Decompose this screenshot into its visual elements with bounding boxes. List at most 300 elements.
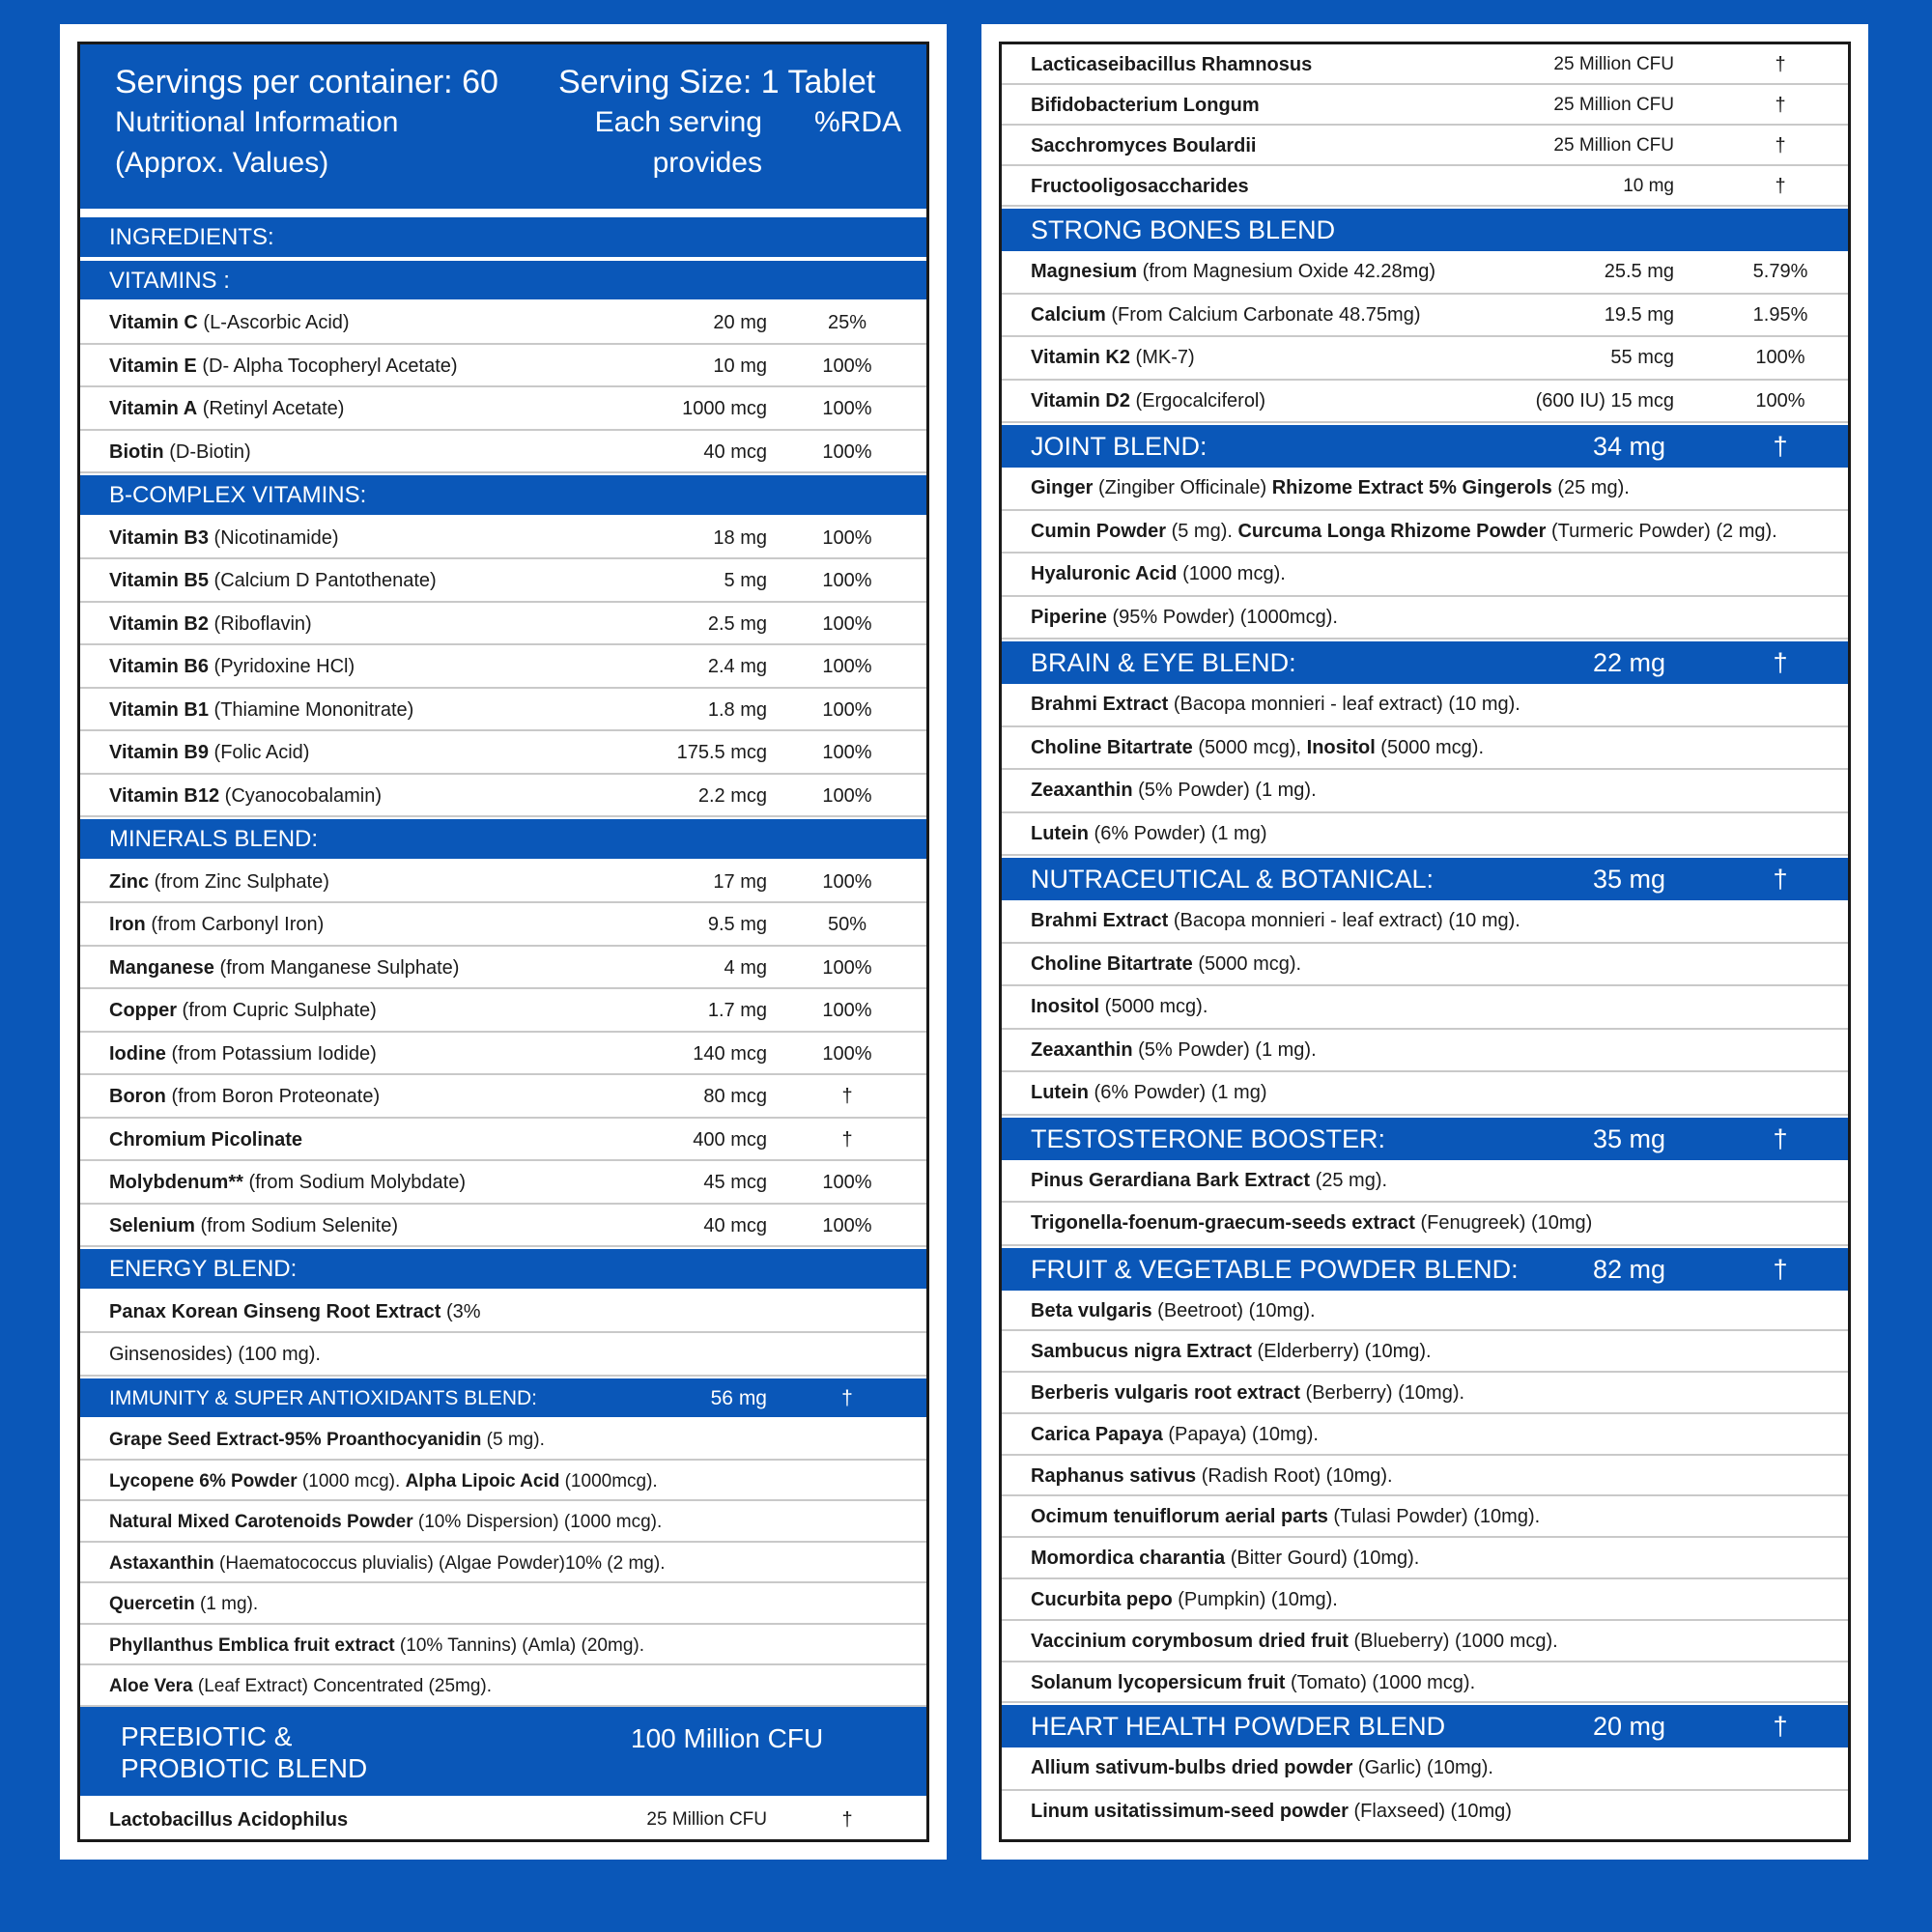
row-amount: 20 mg <box>713 312 767 333</box>
row-amount: 1000 mcg <box>682 398 767 419</box>
table-row <box>1002 126 1848 166</box>
row-text <box>1031 1331 1432 1372</box>
table-row <box>80 1665 926 1707</box>
row-name-bold: Biotin <box>109 440 164 463</box>
row-name <box>109 431 251 473</box>
table-row <box>80 1799 926 1842</box>
right-table <box>999 42 1851 1842</box>
row-name-detail: (from Boron Proteonate) <box>165 1086 381 1107</box>
row-name-bold: Vitamin B6 <box>109 656 209 677</box>
table-row <box>1002 727 1848 771</box>
row-name <box>109 903 324 946</box>
row-name <box>109 731 309 774</box>
section-title: FRUIT & VEGETABLE POWDER BLEND: <box>1031 1254 1519 1284</box>
row-name-bold: Lutein <box>1031 822 1089 844</box>
section-amount: 22 mg <box>1593 648 1666 677</box>
row-rda: 1.95% <box>1752 303 1808 326</box>
row-name-detail: (MK-7) <box>1130 347 1195 368</box>
row-name-detail: (5000 mcg). <box>1192 952 1302 975</box>
row-name-detail: (1 mg). <box>194 1594 259 1614</box>
row-name-bold: Choline Bitartrate <box>1031 952 1193 975</box>
section-heart-health <box>1002 1703 1848 1747</box>
row-name-bold: Selenium <box>109 1214 195 1236</box>
row-name-detail: (5% Powder) (1 mg). <box>1132 1038 1317 1061</box>
row-amount: 1.8 mg <box>707 698 767 721</box>
table-row <box>1002 986 1848 1030</box>
row-name-bold: Aloe Vera <box>109 1676 193 1696</box>
row-rda: 5.79% <box>1752 261 1808 282</box>
row-text <box>1031 1030 1317 1070</box>
row-name-bold: Molybdenum** <box>109 1172 243 1193</box>
row-name <box>1031 85 1260 126</box>
row-rda: † <box>1775 54 1786 75</box>
row-rda: 50% <box>827 914 867 935</box>
table-row <box>1002 85 1848 126</box>
row-amount: 55 mcg <box>1610 347 1674 368</box>
row-rda: 100% <box>822 1000 872 1021</box>
table-row <box>1002 511 1848 554</box>
row-rda: 100% <box>1755 389 1805 412</box>
row-name-detail: (from Cupric Sulphate) <box>177 1000 377 1021</box>
row-name-bold: Trigonella-foenum-graecum-seeds extract <box>1031 1212 1415 1234</box>
table-row <box>80 1461 926 1502</box>
row-name-bold: Manganese <box>109 956 214 979</box>
table-row <box>1002 944 1848 987</box>
row-name-detail: (D- Alpha Tocopheryl Acetate) <box>196 355 458 377</box>
section-title: B-COMPLEX VITAMINS: <box>109 482 367 508</box>
servings-label: Servings per container: 60 <box>115 64 498 100</box>
row-name-bold: Natural Mixed Carotenoids Powder <box>109 1512 413 1532</box>
row-text <box>1031 1072 1267 1113</box>
row-name-bold: Vitamin B12 <box>109 784 220 807</box>
table-row <box>1002 1030 1848 1073</box>
row-name <box>109 775 382 817</box>
row-name-bold: Vaccinium corymbosum dried fruit <box>1031 1630 1349 1652</box>
row-amount: 2.5 mg <box>707 612 767 635</box>
table-row <box>80 947 926 990</box>
row-name-detail: (25 mg). <box>1310 1169 1388 1191</box>
table-row <box>80 1161 926 1205</box>
section-testosterone <box>1002 1116 1848 1160</box>
table-row <box>80 1583 926 1625</box>
table-row <box>80 431 926 474</box>
row-name <box>109 517 338 559</box>
row-name <box>109 689 413 731</box>
row-text <box>1031 554 1286 594</box>
row-rda: 100% <box>822 698 872 721</box>
row-name-detail: (D-Biotin) <box>163 440 251 463</box>
row-name <box>109 559 437 602</box>
row-name-detail: (from Manganese Sulphate) <box>213 956 460 979</box>
row-name-bold: Lutein <box>1031 1082 1089 1103</box>
row-name <box>1031 381 1265 421</box>
row-name-bold: Vitamin E <box>109 355 197 377</box>
row-amount: 45 mcg <box>703 1172 767 1193</box>
row-name-bold: Cumin Powder <box>1031 520 1167 542</box>
row-text <box>109 1543 665 1585</box>
table-row <box>1002 1621 1848 1662</box>
row-name-detail: (Flaxseed) (10mg) <box>1348 1800 1512 1822</box>
row-name-detail: (10% Tannins) (Amla) (20mg). <box>394 1634 644 1656</box>
row-name <box>109 345 458 387</box>
row-amount: (600 IU) 15 mcg <box>1535 389 1674 412</box>
section-title: NUTRACEUTICAL & BOTANICAL: <box>1031 865 1435 894</box>
row-name-detail: (1000mcg). <box>559 1470 658 1492</box>
section-title: STRONG BONES BLEND <box>1031 215 1336 244</box>
row-name-detail: (Elderberry) (10mg). <box>1251 1341 1432 1363</box>
row-name-detail: (Thiamine Mononitrate) <box>209 698 414 721</box>
row-rda: 100% <box>822 570 872 591</box>
section-joint <box>1002 423 1848 468</box>
row-name-bold: Piperine <box>1031 606 1107 628</box>
row-rda: † <box>841 1808 853 1831</box>
row-name-detail: (Ergocalciferol) <box>1130 389 1266 412</box>
row-name-bold: Vitamin C <box>109 312 198 333</box>
row-amount: 9.5 mg <box>707 914 767 935</box>
row-name-detail: (5000 mcg). <box>1375 736 1485 758</box>
row-text <box>109 1419 545 1462</box>
table-row <box>80 645 926 689</box>
row-name-bold: Inositol <box>1031 996 1100 1017</box>
row-rda: 100% <box>822 956 872 979</box>
row-text <box>1031 986 1208 1027</box>
table-row <box>80 517 926 560</box>
row-rda: † <box>1775 135 1786 156</box>
table-row <box>1002 1538 1848 1579</box>
section-nutraceutical <box>1002 856 1848 900</box>
row-text <box>109 1625 644 1667</box>
row-name-detail: (from Carbonyl Iron) <box>145 914 325 935</box>
row-name-bold: Lycopene 6% Powder <box>109 1470 298 1492</box>
row-name-bold: Phyllanthus Emblica fruit extract <box>109 1634 395 1656</box>
row-name-detail: (6% Powder) (1 mg) <box>1089 1082 1267 1103</box>
table-row <box>1002 554 1848 597</box>
section-amount: 20 mg <box>1593 1712 1666 1742</box>
row-name-bold: Raphanus sativus <box>1031 1464 1197 1487</box>
section-title: BRAIN & EYE BLEND: <box>1031 648 1296 677</box>
row-text <box>1031 727 1484 768</box>
row-name-bold: Hyaluronic Acid <box>1031 563 1178 584</box>
approx-values-label: (Approx. Values) <box>115 147 329 179</box>
row-name <box>1031 126 1256 166</box>
table-row <box>1002 900 1848 944</box>
row-name <box>1031 251 1435 292</box>
row-name-bold: Cucurbita pepo <box>1031 1589 1173 1611</box>
table-row <box>1002 1331 1848 1373</box>
row-name <box>1031 44 1312 85</box>
row-text <box>1031 684 1520 724</box>
row-text <box>1031 1662 1475 1703</box>
row-name <box>109 301 350 344</box>
row-text <box>1031 1203 1592 1243</box>
row-name <box>109 1161 466 1204</box>
table-row <box>80 1333 926 1377</box>
row-text <box>1031 1291 1316 1331</box>
row-name <box>109 1033 377 1075</box>
row-name-detail: (Bacopa monnieri - leaf extract) (10 mg). <box>1168 694 1520 715</box>
row-name-detail: (Zingiber Officinale) <box>1093 477 1272 498</box>
row-name-bold: Alpha Lipoic Acid <box>405 1470 560 1492</box>
table-row <box>80 903 926 947</box>
section-amount: 82 mg <box>1593 1254 1666 1284</box>
table-row <box>80 1119 926 1162</box>
row-name-bold: Calcium <box>1031 303 1106 326</box>
row-name-bold: Carica Papaya <box>1031 1423 1163 1445</box>
row-text <box>1031 944 1301 984</box>
row-name-bold: Bifidobacterium Longum <box>1031 95 1260 116</box>
row-name: Ginsenosides) (100 mg). <box>109 1344 321 1365</box>
row-name-bold: Chromium Picolinate <box>109 1128 303 1151</box>
row-name-bold: Copper <box>109 1000 177 1021</box>
table-row <box>1002 1579 1848 1621</box>
row-name-bold: Vitamin D2 <box>1031 389 1130 412</box>
row-name-bold: Vitamin K2 <box>1031 347 1130 368</box>
row-name-detail: (from Sodium Selenite) <box>194 1214 398 1236</box>
row-name-bold: Vitamin B9 <box>109 742 209 763</box>
table-row <box>1002 1791 1848 1834</box>
row-rda: † <box>1775 176 1786 197</box>
table-row <box>80 301 926 345</box>
table-row <box>1002 166 1848 207</box>
table-row <box>80 1205 926 1248</box>
row-name-detail: (1000 mcg). <box>1177 563 1286 584</box>
row-name-detail: (Retinyl Acetate) <box>197 398 345 419</box>
row-name-bold: Vitamin B3 <box>109 526 209 549</box>
row-name-detail: (5000 mcg). <box>1099 996 1208 1017</box>
row-name-detail: (95% Powder) (1000mcg). <box>1106 606 1338 628</box>
row-name <box>109 603 312 645</box>
row-name-detail: (Folic Acid) <box>209 742 310 763</box>
row-name-bold: Boron <box>109 1086 166 1107</box>
row-rda: 100% <box>822 526 872 549</box>
row-name-detail: (Garlic) (10mg). <box>1352 1757 1493 1779</box>
dagger-mark: † <box>1773 1123 1788 1153</box>
row-name-detail: (5 mg). <box>481 1430 545 1450</box>
section-amount: 56 mg <box>710 1386 767 1409</box>
section-energy <box>80 1247 926 1291</box>
provides-label: provides <box>652 147 762 179</box>
row-name-detail: (1000 mcg). <box>297 1470 406 1492</box>
row-rda: 100% <box>822 355 872 377</box>
row-text <box>1031 1538 1419 1578</box>
section-title: INGREDIENTS: <box>109 224 274 250</box>
row-name <box>1031 295 1421 335</box>
section-title: HEART HEALTH POWDER BLEND <box>1031 1712 1446 1742</box>
nutri-info-label: Nutritional Information <box>115 106 399 138</box>
row-amount: 2.4 mg <box>707 656 767 677</box>
row-name-bold: Brahmi Extract <box>1031 694 1169 715</box>
row-amount: 40 mcg <box>703 440 767 463</box>
row-name-bold: Magnesium <box>1031 261 1138 282</box>
section-title: JOINT BLEND: <box>1031 432 1208 461</box>
row-amount: 17 mg <box>713 870 767 893</box>
table-header <box>80 44 926 215</box>
table-row <box>1002 813 1848 857</box>
section-bcomplex <box>80 473 926 517</box>
row-name <box>109 387 344 430</box>
row-name-bold: Zinc <box>109 870 150 893</box>
table-row <box>80 1625 926 1666</box>
row-name-bold: Solanum lycopersicum fruit <box>1031 1671 1286 1693</box>
row-text <box>1031 597 1338 638</box>
row-name-detail: (Tomato) (1000 mcg). <box>1285 1671 1476 1693</box>
table-row <box>80 1543 926 1584</box>
row-name-bold: Curcuma Longa Rhizome Powder <box>1237 520 1547 542</box>
row-name-bold: Iodine <box>109 1042 166 1065</box>
row-name-detail: (5% Powder) (1 mg). <box>1132 780 1317 801</box>
row-name-bold: Sambucus nigra Extract <box>1031 1341 1252 1363</box>
row-rda: 100% <box>822 870 872 893</box>
row-name-bold: Vitamin A <box>109 398 198 419</box>
table-row <box>1002 1072 1848 1116</box>
row-rda: 100% <box>822 1214 872 1236</box>
row-name-detail: (5 mg). <box>1166 520 1238 542</box>
table-row <box>80 603 926 646</box>
row-name: Panax Korean Ginseng Root Extract (3% <box>109 1300 481 1322</box>
table-row <box>1002 381 1848 424</box>
table-row <box>1002 770 1848 813</box>
table-row <box>80 689 926 732</box>
section-amount: 35 mg <box>1593 865 1666 894</box>
row-name-detail: (Pyridoxine HCl) <box>209 656 355 677</box>
row-text <box>1031 770 1317 810</box>
row-rda: 100% <box>822 656 872 677</box>
row-name <box>109 645 355 688</box>
row-name-detail: (From Calcium Carbonate 48.75mg) <box>1105 303 1421 326</box>
row-name <box>109 1119 302 1161</box>
row-amount: 140 mcg <box>693 1042 767 1065</box>
row-rda: 100% <box>822 742 872 763</box>
row-text <box>1031 1414 1319 1455</box>
row-name-bold: Choline Bitartrate <box>1031 736 1193 758</box>
row-amount: 1.7 mg <box>707 1000 767 1021</box>
table-row <box>1002 337 1848 381</box>
section-title: ENERGY BLEND: <box>109 1256 298 1282</box>
dagger-mark: † <box>1773 1712 1788 1742</box>
row-rda: 100% <box>822 1172 872 1193</box>
row-name-detail: (from Potassium Iodide) <box>165 1042 377 1065</box>
row-name-detail: (from Zinc Sulphate) <box>149 870 329 893</box>
row-amount: 25 Million CFU <box>1553 95 1674 115</box>
row-name-bold: Ginger <box>1031 477 1094 498</box>
table-row <box>1002 1291 1848 1332</box>
row-rda: 100% <box>822 398 872 419</box>
table-row <box>1002 1160 1848 1204</box>
row-amount: 5 mg <box>724 570 767 591</box>
table-row <box>80 775 926 818</box>
dagger-mark: † <box>841 1386 853 1409</box>
row-amount: 2.2 mcg <box>697 784 767 807</box>
table-row <box>80 1501 926 1543</box>
table-row <box>1002 684 1848 727</box>
table-row <box>1002 1662 1848 1704</box>
row-name-bold: Lacticaseibacillus Rhamnosus <box>1031 54 1313 75</box>
section-amount: 34 mg <box>1593 432 1666 461</box>
row-name-bold: Vitamin B5 <box>109 570 209 591</box>
row-text <box>1031 1747 1493 1788</box>
row-name-bold: Grape Seed Extract-95% Proanthocyanidin <box>109 1430 482 1450</box>
row-name-detail: (from Sodium Molybdate) <box>242 1172 466 1193</box>
row-amount: 4 mg <box>724 956 767 979</box>
row-name-bold: Iron <box>109 914 146 935</box>
table-row <box>80 989 926 1033</box>
table-row <box>1002 1747 1848 1791</box>
row-amount: 40 mcg <box>703 1214 767 1236</box>
section-title: IMMUNITY & SUPER ANTIOXIDANTS BLEND: <box>109 1386 538 1409</box>
row-text <box>109 1461 658 1503</box>
row-text <box>1031 1791 1512 1832</box>
section-brain-eye <box>1002 639 1848 684</box>
row-name-bold: Berberis vulgaris root extract <box>1031 1382 1300 1405</box>
right-panel <box>981 24 1868 1860</box>
probiotic-title-line2: PROBIOTIC BLEND <box>121 1752 368 1783</box>
row-name-bold: Vitamin B1 <box>109 698 209 721</box>
row-rda: † <box>841 1086 853 1107</box>
row-rda: † <box>1775 95 1786 116</box>
row-name-detail: (Leaf Extract) Concentrated (25mg). <box>192 1676 493 1696</box>
row-rda: 100% <box>822 612 872 635</box>
table-row <box>1002 1203 1848 1246</box>
row-text <box>1031 1373 1464 1413</box>
table-row <box>1002 1456 1848 1497</box>
row-text <box>1031 1456 1393 1496</box>
row-name-bold: Inositol <box>1306 736 1376 758</box>
row-name-detail: (Nicotinamide) <box>209 526 339 549</box>
serving-size-label: Serving Size: 1 Tablet <box>558 64 876 100</box>
section-ingredients <box>80 215 926 259</box>
row-text <box>109 1583 258 1626</box>
row-name-detail: (Tulasi Powder) (10mg). <box>1327 1506 1541 1528</box>
section-minerals <box>80 817 926 861</box>
row-name <box>1031 337 1195 378</box>
row-text <box>1031 511 1777 552</box>
row-amount: 25 Million CFU <box>1553 135 1674 156</box>
row-rda: 100% <box>822 784 872 807</box>
row-name-bold: Quercetin <box>109 1594 195 1614</box>
row-name-detail: (Fenugreek) (10mg) <box>1414 1212 1593 1234</box>
row-amount: 18 mg <box>713 526 767 549</box>
row-name-detail: (Bitter Gourd) (10mg). <box>1225 1548 1420 1570</box>
table-row <box>80 1075 926 1119</box>
table-row <box>80 731 926 775</box>
row-name-detail: (Riboflavin) <box>209 612 312 635</box>
row-name-detail: (Blueberry) (1000 mcg). <box>1348 1630 1558 1652</box>
row-name-bold: Beta vulgaris <box>1031 1299 1152 1321</box>
row-name-detail: (Haematococcus pluvialis) (Algae Powder)10% (2 mg). <box>213 1552 666 1574</box>
dagger-mark: † <box>1773 432 1788 461</box>
row-name-detail: (Calcium D Pantothenate) <box>209 570 437 591</box>
row-name-bold: Pinus Gerardiana Bark Extract <box>1031 1169 1311 1191</box>
row-name <box>109 989 377 1032</box>
row-name-detail: (Cyanocobalamin) <box>219 784 382 807</box>
row-amount: 25.5 mg <box>1604 261 1674 282</box>
row-name: Lactobacillus Acidophilus <box>109 1808 349 1831</box>
row-rda: 25% <box>827 312 867 333</box>
table-row <box>1002 468 1848 511</box>
row-text <box>109 1501 662 1544</box>
table-row <box>1002 1414 1848 1456</box>
rda-label: %RDA <box>813 106 901 138</box>
row-name-detail: (Papaya) (10mg). <box>1162 1423 1319 1445</box>
table-row <box>80 559 926 603</box>
table-row <box>1002 251 1848 295</box>
row-rda: 100% <box>822 1042 872 1065</box>
row-name-bold: Zeaxanthin <box>1031 780 1133 801</box>
row-text <box>1031 1621 1558 1662</box>
row-name-bold: Linum usitatissimum-seed powder <box>1031 1800 1349 1822</box>
row-name <box>109 947 459 989</box>
dagger-mark: † <box>1773 648 1788 677</box>
